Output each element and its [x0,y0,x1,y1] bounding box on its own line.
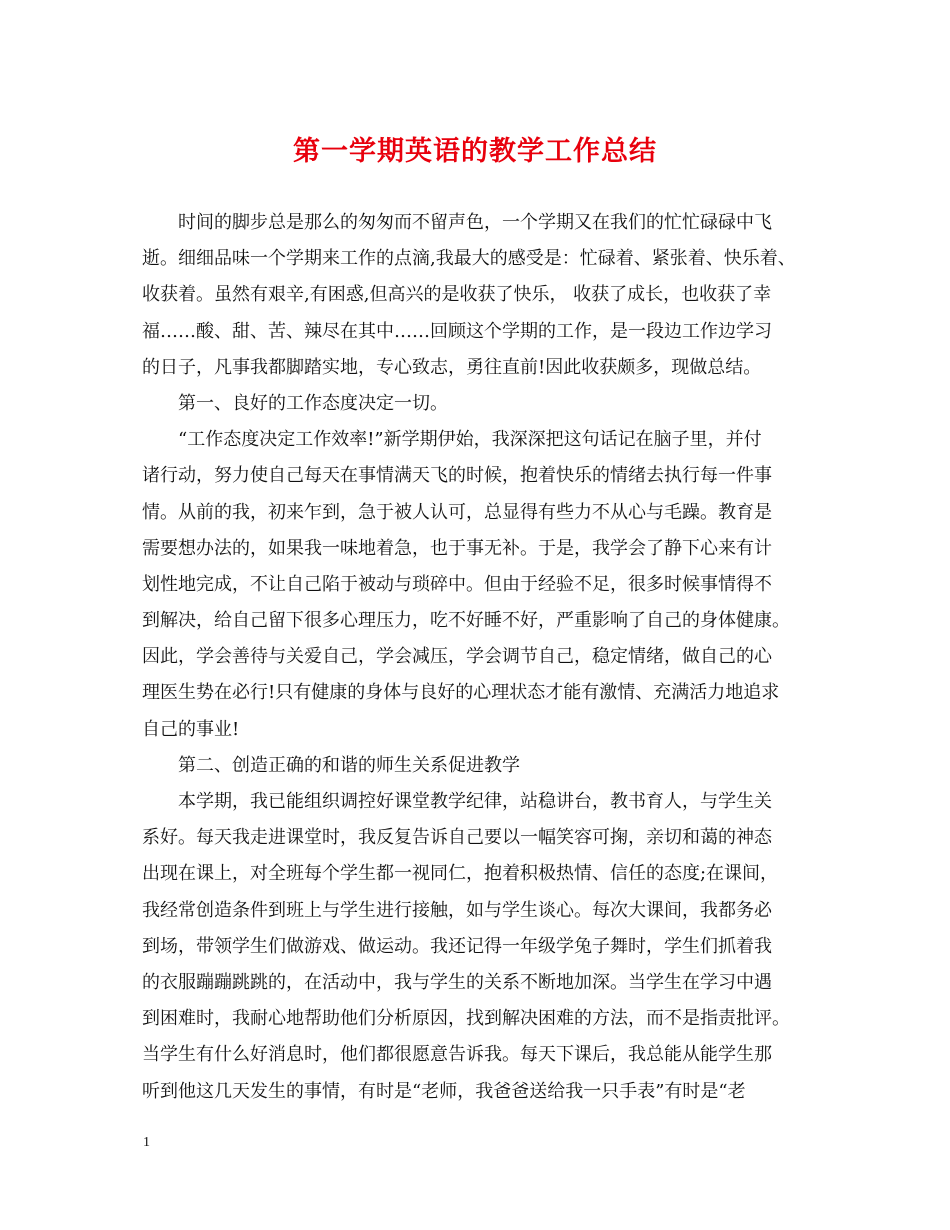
text-line: 我经常创造条件到班上与学生进行接触，如与学生谈心。每次大课间，我都务必 [142,899,772,921]
text-line: 到解决，给自己留下很多心理压力，吃不好睡不好，严重影响了自己的身体健康。 [142,610,790,632]
page-number: 1 [143,1135,150,1150]
document-body [142,205,822,1110]
text-line: 出现在课上，对全班每个学生都一视同仁，抱着积极热情、信任的态度;在课间， [142,863,779,885]
text-line: 系好。每天我走进课堂时，我反复告诉自己要以一幅笑容可掬，亲切和蔼的神态 [142,827,772,849]
text-line: 听到他这几天发生的事情，有时是“老师，我爸爸送给我一只手表”有时是“老 [142,1080,746,1102]
text-line: 到困难时，我耐心地帮助他们分析原因，找到解决困难的方法，而不是指责批评。 [142,1008,790,1030]
document-title: 第一学期英语的教学工作总结 [293,136,657,167]
text-line: 到场，带领学生们做游戏、做运动。我还记得一年级学兔子舞时，学生们抓着我 [142,935,772,957]
text-line: 的日子，凡事我都脚踏实地，专心致志，勇往直前!因此收获颇多，现做总结。 [142,356,762,378]
section-heading: 第二、创造正确的和谐的师生关系促进教学 [178,754,520,776]
text-line: 的衣服蹦蹦跳跳的，在活动中，我与学生的关系不断地加深。当学生在学习中遇 [142,971,772,993]
text-line: 福……酸、甜、苦、辣尽在其中……回顾这个学期的工作，是一段边工作边学习 [142,320,772,342]
text-line: 划性地完成，不让自己陷于被动与琐碎中。但由于经验不足，很多时候事情得不 [142,573,772,595]
text-line: “工作态度决定工作效率!”新学期伊始，我深深把这句话记在脑子里，并付 [178,429,762,451]
section-heading: 第一、良好的工作态度决定一切。 [178,392,448,414]
text-line: 逝。细细品味一个学期来工作的点滴,我最大的感受是：忙碌着、紧张着、快乐着、 [142,248,796,270]
text-line: 理医生势在必行!只有健康的身体与良好的心理状态才能有激情、充满活力地追求 [142,682,780,704]
text-line: 当学生有什么好消息时，他们都很愿意告诉我。每天下课后，我总能从能学生那 [142,1044,772,1066]
text-line: 情。从前的我，初来乍到，急于被人认可，总显得有些力不从心与毛躁。教育是 [142,501,772,523]
text-line: 本学期，我已能组织调控好课堂教学纪律，站稳讲台，教书育人，与学生关 [178,791,772,812]
text-line: 时间的脚步总是那么的匆匆而不留声色，一个学期又在我们的忙忙碌碌中飞 [178,212,772,233]
text-line: 因此，学会善待与关爱自己，学会减压，学会调节自己，稳定情绪，做自己的心 [142,646,772,668]
text-line: 需要想办法的，如果我一味地着急，也于事无补。于是，我学会了静下心来有计 [142,537,772,559]
text-line: 诸行动，努力使自己每天在事情满天飞的时候，抱着快乐的情绪去执行每一件事 [142,465,772,487]
text-line: 收获着。虽然有艰辛,有困惑,但高兴的是收获了快乐， 收获了成长，也收获了幸 [142,284,772,306]
text-line: 自己的事业! [142,718,240,740]
